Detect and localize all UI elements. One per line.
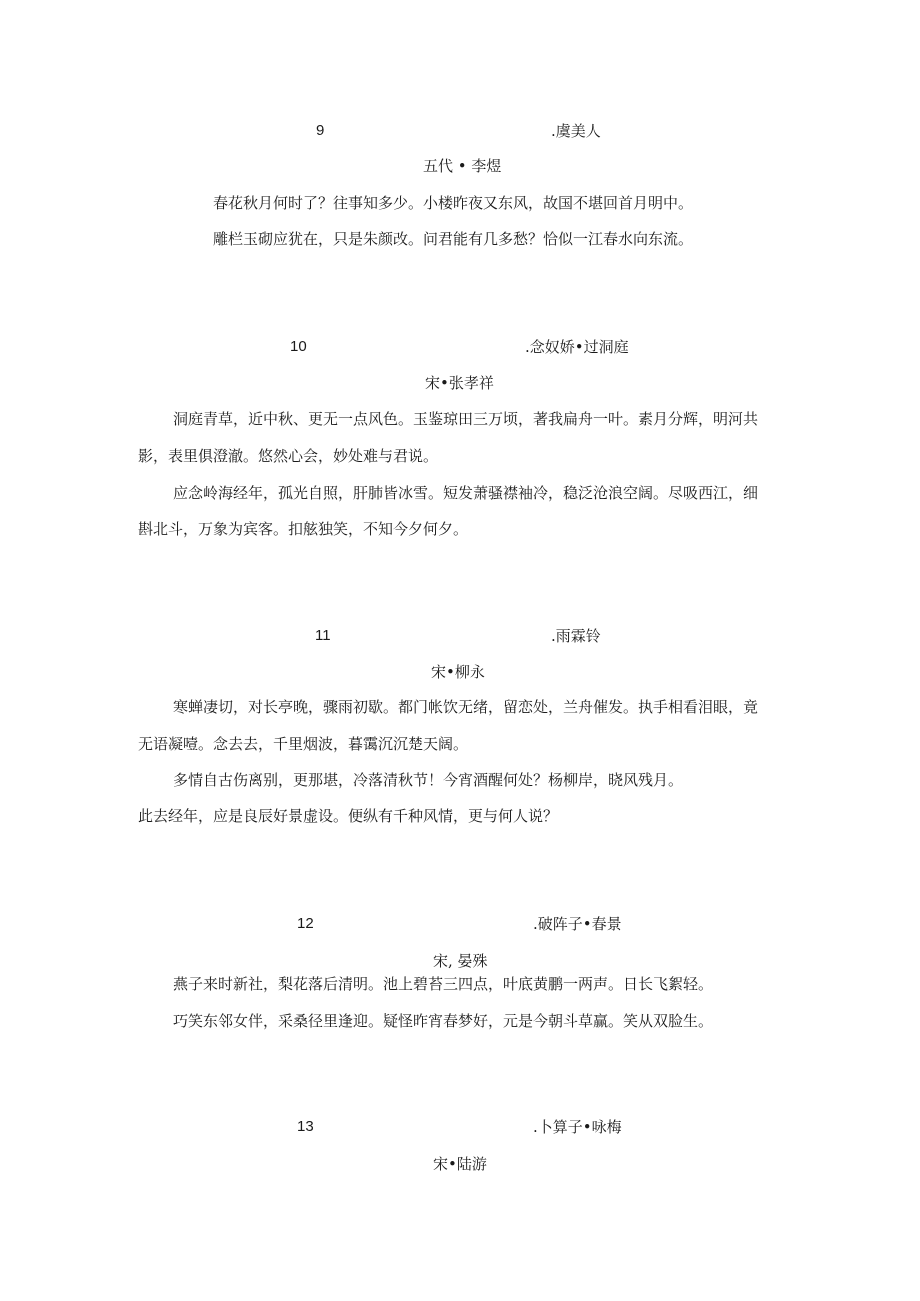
poem-line: 多情自古伤离别，更那堪，冷落清秋节！今宵酒醒何处？杨柳岸，晓风残月。 bbox=[173, 771, 684, 789]
poem-number: 10 bbox=[290, 338, 307, 355]
poem-title: .卜算子•咏梅 bbox=[533, 1118, 622, 1136]
poem-line: 巧笑东邻女伴，采桑径里逢迎。疑怪昨宵春梦好，元是今朝斗草赢。笑从双脸生。 bbox=[173, 1012, 714, 1030]
poem-author: 宋, 晏殊 bbox=[433, 952, 488, 970]
poem-number: 9 bbox=[316, 122, 325, 139]
poem-line: 此去经年，应是良辰好景虚设。便纵有千种风情，更与何人说？ bbox=[138, 807, 559, 825]
poem-author: 五代 • 李煜 bbox=[423, 157, 502, 175]
poem-title: .念奴娇•过洞庭 bbox=[525, 338, 629, 356]
poem-title: .雨霖铃 bbox=[551, 627, 601, 645]
poem-line: 雕栏玉砌应犹在，只是朱颜改。问君能有几多愁？恰似一江春水向东流。 bbox=[213, 230, 694, 248]
poem-line: 影，表里俱澄澈。悠然心会，妙处难与君说。 bbox=[138, 447, 439, 465]
poem-author: 宋•柳永 bbox=[431, 663, 485, 681]
poem-author: 宋•张孝祥 bbox=[425, 374, 494, 392]
poem-line: 寒蝉凄切，对长亭晚，骤雨初歇。都门帐饮无绪，留恋处，兰舟催发。执手相看泪眼，竟 bbox=[173, 698, 759, 716]
poem-line: 洞庭青草，近中秋、更无一点风色。玉鉴琼田三万顷，著我扁舟一叶。素月分辉，明河共 bbox=[173, 410, 759, 428]
poem-line: 斟北斗，万象为宾客。扣舷独笑，不知今夕何夕。 bbox=[138, 520, 469, 538]
poem-number: 12 bbox=[297, 915, 314, 932]
poem-line: 春花秋月何时了？往事知多少。小楼昨夜又东风，故国不堪回首月明中。 bbox=[213, 194, 694, 212]
poem-line: 应念岭海经年，孤光自照，肝肺皆冰雪。短发萧骚襟袖冷，稳泛沧浪空阔。尽吸西江，细 bbox=[173, 484, 759, 502]
poem-line: 燕子来时新社，梨花落后清明。池上碧苔三四点，叶底黄鹏一两声。日长飞絮轻。 bbox=[173, 975, 714, 993]
poem-title: .虞美人 bbox=[551, 122, 601, 140]
poem-line: 无语凝噎。念去去，千里烟波，暮霭沉沉楚天阔。 bbox=[138, 735, 469, 753]
poem-number: 11 bbox=[315, 627, 331, 644]
poem-title: .破阵子•春景 bbox=[533, 915, 622, 933]
poem-author: 宋•陆游 bbox=[433, 1155, 487, 1173]
poem-number: 13 bbox=[297, 1118, 314, 1135]
